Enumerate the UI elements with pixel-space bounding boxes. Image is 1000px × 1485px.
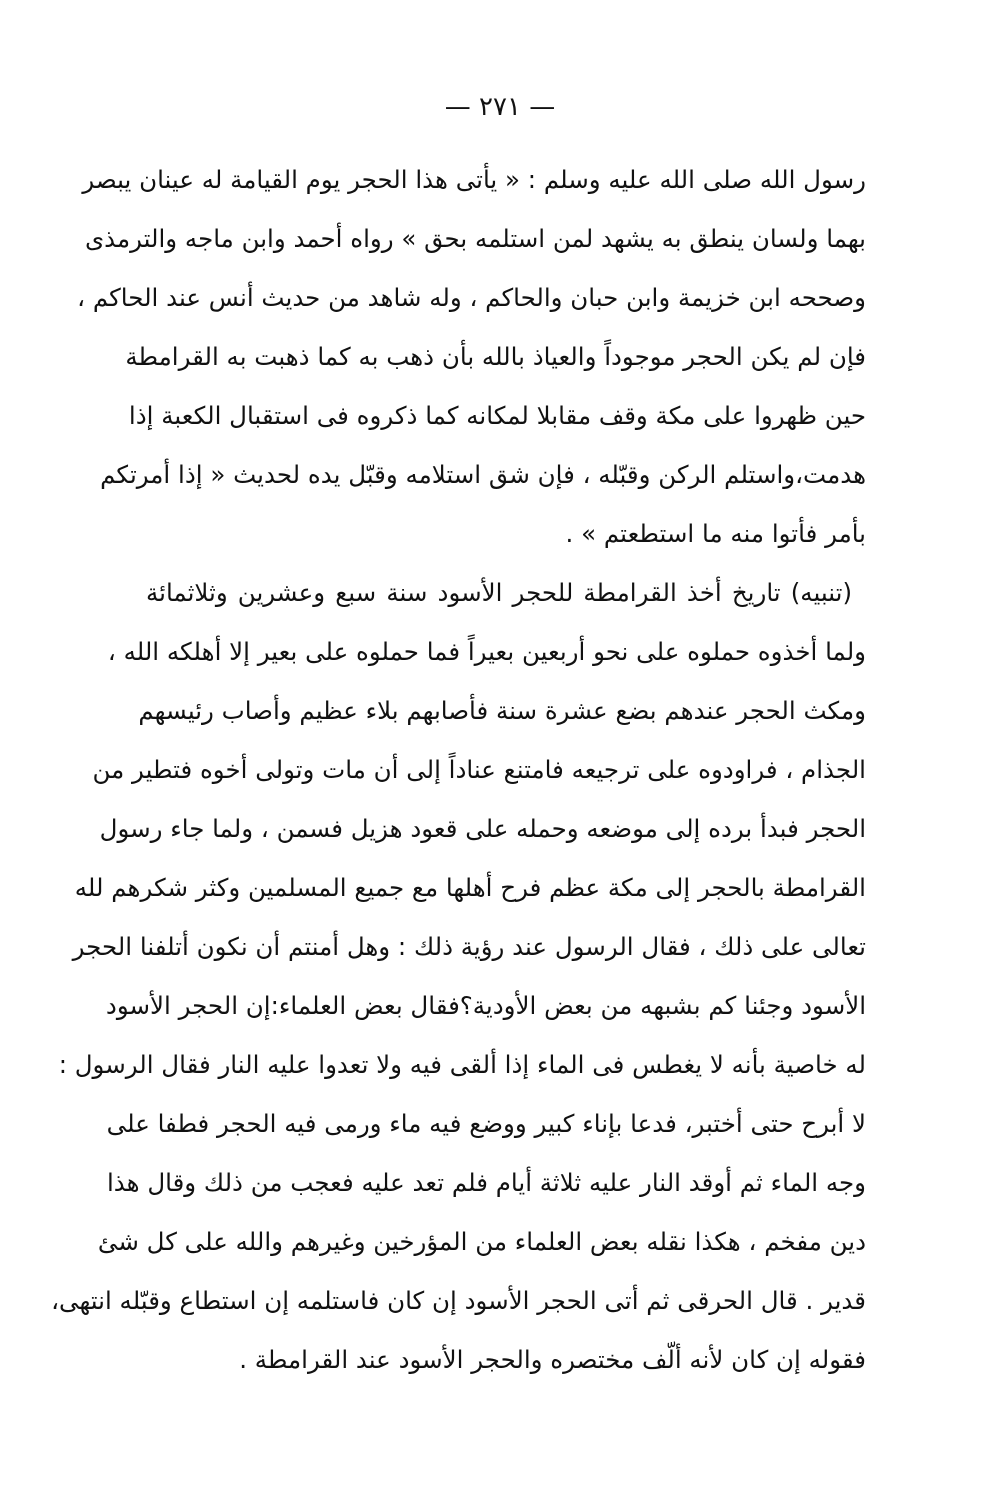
text-line: وصححه ابن خزيمة وابن حبان والحاكم ، وله شاهد من حديث أنس عند الحاكم ، — [77, 283, 866, 312]
text-line: (تنبيه) تاريخ أخذ القرامطة للحجر الأسود سنة سبع وعشرين وثلاثمائة — [146, 578, 852, 607]
text-line: ولما أخذوه حملوه على نحو أربعين بعيراً فما حملوه على بعير إلا أهلكه الله ، — [107, 637, 866, 666]
text-line: بهما ولسان ينطق به يشهد لمن استلمه بحق » رواه أحمد وابن ماجه والترمذى — [84, 224, 866, 253]
text-line: فقوله إن كان لأنه ألّف مختصره والحجر الأسود عند القرامطة . — [239, 1345, 866, 1374]
text-line: رسول الله صلى الله عليه وسلم : « يأتى هذا الحجر يوم القيامة له عينان يبصر — [82, 165, 866, 194]
body-text — [51, 150, 866, 1389]
page-number: — ٢٧١ — — [444, 92, 556, 122]
text-line: الأسود وجئنا كم بشبهه من بعض الأودية؟فقال بعض العلماء:إن الحجر الأسود — [105, 991, 866, 1020]
text-line: الجذام ، فراودوه على ترجيعه فامتنع عناداً إلى أن مات وتولى أخوه فتطير من — [92, 755, 866, 784]
text-line: ومكث الحجر عندهم بضع عشرة سنة فأصابهم بلاء عظيم وأصاب رئيسهم — [138, 696, 866, 725]
text-line: قدير . قال الحرقى ثم أتى الحجر الأسود إن كان فاستلمه إن استطاع وقبّله انتهى، — [51, 1286, 866, 1315]
text-line: الحجر فبدأ برده إلى موضعه وحمله على قعود هزيل فسمن ، ولما جاء رسول — [99, 814, 866, 843]
text-line: بأمر فأتوا منه ما استطعتم » . — [565, 519, 866, 548]
text-line: وجه الماء ثم أوقد النار عليه ثلاثة أيام فلم تعد عليه فعجب من ذلك وقال هذا — [106, 1168, 866, 1197]
text-line: تعالى على ذلك ، فقال الرسول عند رؤية ذلك : وهل أمنتم أن نكون أتلفنا الحجر — [72, 932, 866, 961]
text-line: حين ظهروا على مكة وقف مقابلا لمكانه كما ذكروه فى استقبال الكعبة إذا — [128, 401, 866, 430]
text-line: فإن لم يكن الحجر موجوداً والعياذ بالله بأن ذهب به كما ذهبت به القرامطة — [125, 342, 866, 371]
text-line: القرامطة بالحجر إلى مكة عظم فرح أهلها مع جميع المسلمين وكثر شكرهم لله — [74, 873, 866, 902]
text-line: له خاصية بأنه لا يغطس فى الماء إذا ألقى فيه ولا تعدوا عليه النار فقال الرسول : — [58, 1050, 866, 1079]
text-line: هدمت،واستلم الركن وقبّله ، فإن شق استلامه وقبّل يده لحديث « إذا أمرتكم — [100, 460, 866, 489]
text-line: لا أبرح حتى أختبر، فدعا بإناء كبير ووضع فيه ماء ورمى فيه الحجر فطفا على — [106, 1109, 866, 1138]
text-line: دين مفخم ، هكذا نقله بعض العلماء من المؤرخين وغيرهم والله على كل شئ — [97, 1227, 866, 1256]
